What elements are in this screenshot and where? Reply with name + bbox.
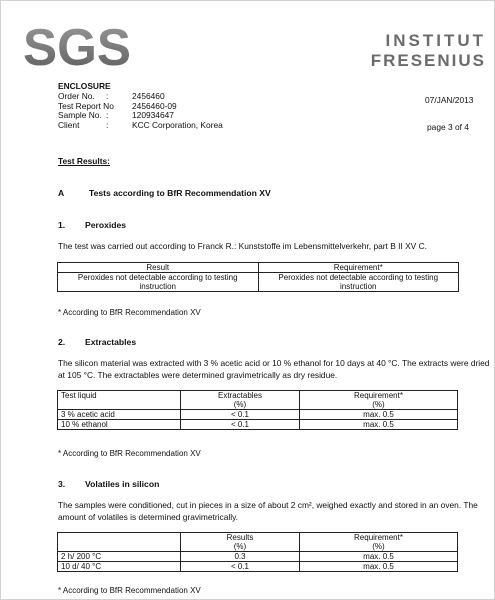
- table-header-row: [58, 263, 459, 273]
- table-cell: max. 0.5: [300, 420, 458, 430]
- table-cell: 0.3: [181, 552, 300, 562]
- page-number: page 3 of 4: [427, 122, 469, 132]
- table-header-row: [58, 533, 458, 552]
- field-test-report-no: Test Report No 2456460-09: [58, 100, 177, 111]
- table-cell: Peroxides not detectable according to testing instruction: [58, 273, 259, 292]
- svg-text:SGS: SGS: [23, 19, 131, 75]
- table-header-cell: Requirement* (%): [300, 391, 458, 410]
- table-header-cell: Extractables (%): [181, 391, 300, 410]
- s1-number: 1.: [58, 220, 66, 230]
- s2-number: 2.: [58, 337, 66, 347]
- s3-title: Volatiles in silicon: [85, 479, 160, 489]
- table-header-cell: Result: [58, 263, 259, 273]
- table-cell: max. 0.5: [300, 552, 458, 562]
- table-cell: < 0.1: [181, 410, 300, 420]
- table-cell: 2 h/ 200 °C: [58, 552, 181, 562]
- s3-table: [57, 532, 458, 572]
- s3-text: The samples were conditioned, cut in pieces in a size of about 2 cm², weighed exactly and stored in an oven. The amount of volatiles is determined gravimetrically.: [58, 500, 478, 522]
- header-fields: [58, 92, 223, 130]
- table-header-cell: Test liquid: [58, 391, 181, 410]
- table-header-cell: [58, 533, 181, 552]
- enclosure-title: ENCLOSURE: [58, 81, 111, 91]
- table-header-cell: Requirement*: [258, 263, 459, 273]
- table-cell: < 0.1: [181, 420, 300, 430]
- s3-number: 3.: [58, 479, 66, 489]
- section-a-title: Tests according to BfR Recommendation XV: [89, 188, 271, 198]
- table-header-row: [58, 391, 458, 410]
- s2-footnote: * According to BfR Recommendation XV: [58, 449, 201, 458]
- s1-table: [57, 262, 459, 292]
- table-row: [58, 420, 458, 430]
- table-cell: max. 0.5: [300, 562, 458, 572]
- table-row: [58, 552, 458, 562]
- report-date: 07/JAN/2013: [425, 95, 474, 105]
- field-order-no: Order No. : 2456460: [58, 91, 165, 101]
- s1-footnote: * According to BfR Recommendation XV: [58, 308, 201, 317]
- table-row: [58, 273, 459, 292]
- section-a-letter: A: [58, 188, 65, 198]
- s2-title: Extractables: [85, 337, 137, 347]
- table-row: [58, 410, 458, 420]
- institut-fresenius-logo: [356, 31, 486, 75]
- s2-text: The silicon material was extracted with 3 % acetic acid or 10 % ethanol for 10 days at 40 °C. The extracts were dried at 105 °C. The extractables were determined gravimetrically as dry residue.: [58, 358, 490, 380]
- table-cell: Peroxides not detectable according to testing instruction: [258, 273, 459, 292]
- s3-footnote: * According to BfR Recommendation XV: [58, 586, 201, 595]
- table-row: [58, 562, 458, 572]
- table-header-cell: Results (%): [181, 533, 300, 552]
- table-cell: max. 0.5: [300, 410, 458, 420]
- s1-text: The test was carried out according to Franck R.: Kunststoffe im Lebensmittelverkehr, part B II XV C.: [58, 241, 427, 251]
- field-sample-no: Sample No. : 120934647: [58, 110, 174, 120]
- logo-line-2: FRESENIUS: [370, 51, 486, 70]
- s2-table: [57, 390, 458, 430]
- table-header-cell: Requirement* (%): [300, 533, 458, 552]
- s1-title: Peroxides: [85, 220, 127, 230]
- sgs-logo: [23, 17, 133, 75]
- table-cell: 10 d/ 40 °C: [58, 562, 181, 572]
- field-client: Client : KCC Corporation, Korea: [58, 119, 223, 130]
- table-cell: 10 % ethanol: [58, 420, 181, 430]
- logo-line-1: INSTITUT: [385, 31, 486, 50]
- table-cell: < 0.1: [181, 562, 300, 572]
- test-results-heading: Test Results:: [58, 156, 110, 166]
- table-cell: 3 % acetic acid: [58, 410, 181, 420]
